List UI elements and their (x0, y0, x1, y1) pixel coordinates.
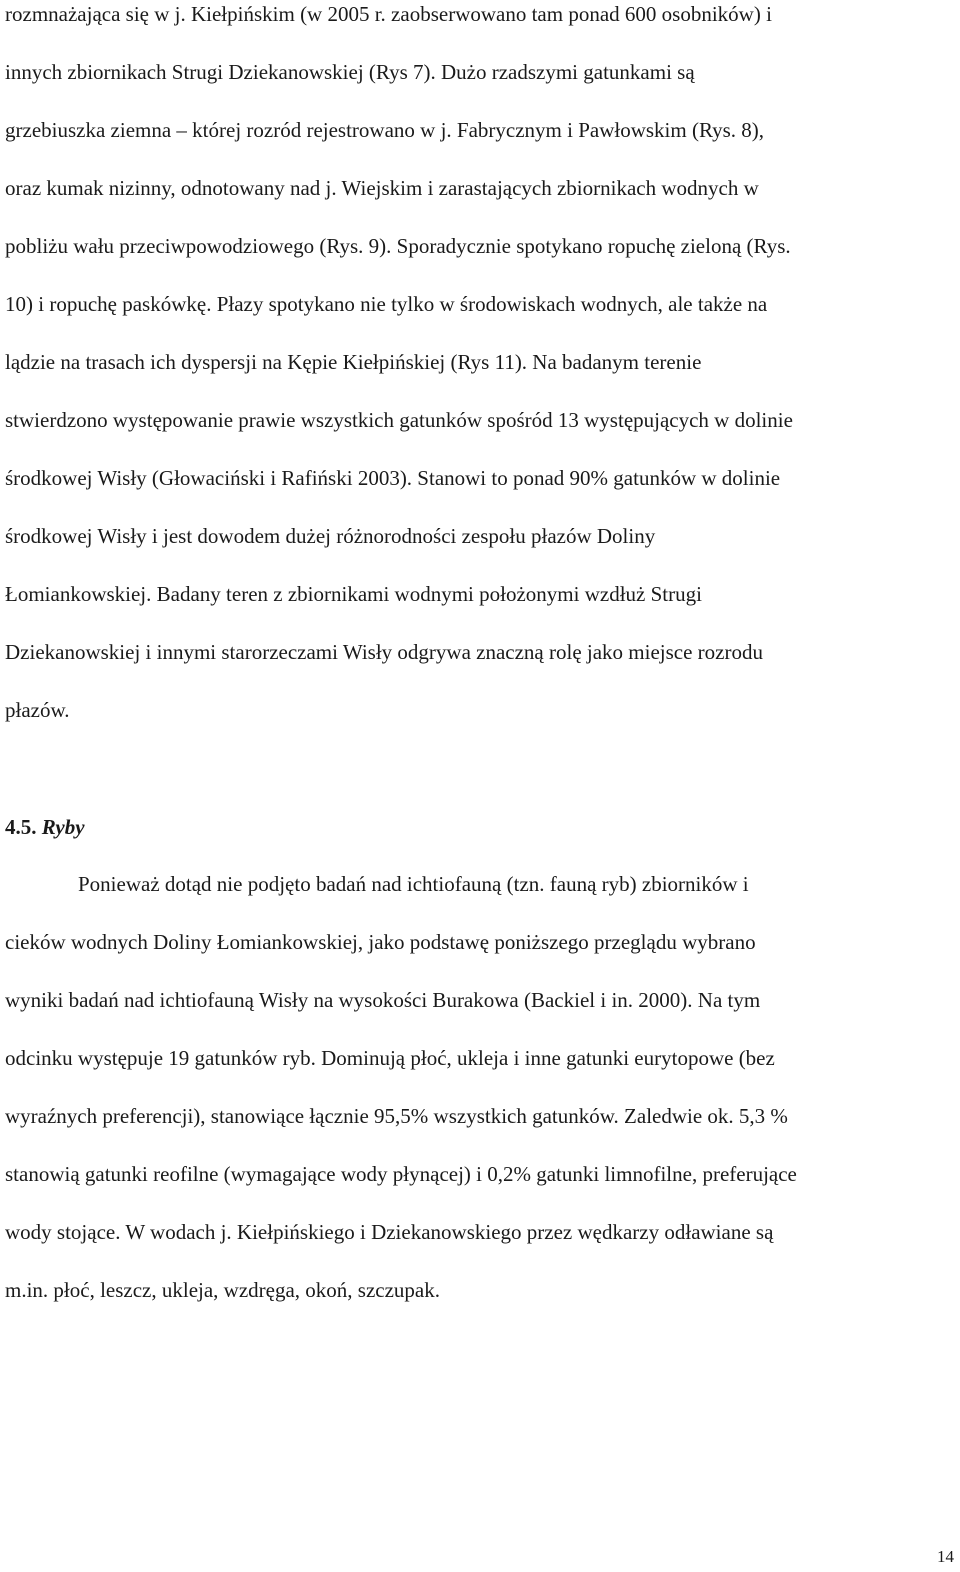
text-line: cieków wodnych Doliny Łomiankowskiej, jako podstawę poniższego przeglądu wybrano (5, 930, 756, 954)
text-line: odcinku występuje 19 gatunków ryb. Dominują płoć, ukleja i inne gatunki eurytopowe (bez (5, 1046, 775, 1070)
text-line: innych zbiornikach Strugi Dziekanowskiej (Rys 7). Dużo rzadszymi gatunkami są (5, 60, 695, 84)
text-line: wyraźnych preferencji), stanowiące łącznie 95,5% wszystkich gatunków. Zaledwie ok. 5,3 % (5, 1104, 788, 1128)
text-line: 10) i ropuchę paskówkę. Płazy spotykano nie tylko w środowiskach wodnych, ale także na (5, 292, 768, 316)
text-line: wyniki badań nad ichtiofauną Wisły na wysokości Burakowa (Backiel i in. 2000). Na tym (5, 988, 761, 1012)
text-line: stanowią gatunki reofilne (wymagające wody płynącej) i 0,2% gatunki limnofilne, preferujące (5, 1162, 797, 1186)
text-line: Łomiankowskiej. Badany teren z zbiornikami wodnymi położonymi wzdłuż Strugi (5, 582, 702, 606)
text-line: środkowej Wisły i jest dowodem dużej różnorodności zespołu płazów Doliny (5, 524, 656, 548)
section-number: 4.5. (5, 815, 37, 839)
text-line: Ponieważ dotąd nie podjęto badań nad ichtiofauną (tzn. fauną ryb) zbiorników i (78, 872, 749, 896)
page-number: 14 (937, 1547, 954, 1566)
text-line: Dziekanowskiej i innymi starorzeczami Wisły odgrywa znaczną rolę jako miejsce rozrodu (5, 640, 763, 664)
section-title: Ryby (41, 815, 85, 839)
text-line: m.in. płoć, leszcz, ukleja, wzdręga, okoń, szczupak. (5, 1278, 441, 1302)
text-line: płazów. (5, 698, 70, 722)
text-line: pobliżu wału przeciwpowodziowego (Rys. 9). Sporadycznie spotykano ropuchę zieloną (Rys. (5, 234, 791, 258)
text-line: rozmnażająca się w j. Kiełpińskim (w 2005 r. zaobserwowano tam ponad 600 osobników) i (5, 2, 772, 26)
text-line: wody stojące. W wodach j. Kiełpińskiego i Dziekanowskiego przez wędkarzy odławiane są (5, 1220, 774, 1244)
text-line: środkowej Wisły (Głowaciński i Rafiński 2003). Stanowi to ponad 90% gatunków w dolinie (5, 466, 781, 490)
text-line: oraz kumak nizinny, odnotowany nad j. Wiejskim i zarastających zbiornikach wodnych w (5, 176, 759, 200)
text-line: grzebiuszka ziemna – której rozród rejestrowano w j. Fabrycznym i Pawłowskim (Rys. 8), (5, 118, 765, 142)
text-line: stwierdzono występowanie prawie wszystkich gatunków spośród 13 występujących w dolinie (5, 408, 793, 432)
text-line: lądzie na trasach ich dyspersji na Kępie Kiełpińskiej (Rys 11). Na badanym terenie (5, 350, 702, 374)
section-heading (5, 815, 85, 839)
